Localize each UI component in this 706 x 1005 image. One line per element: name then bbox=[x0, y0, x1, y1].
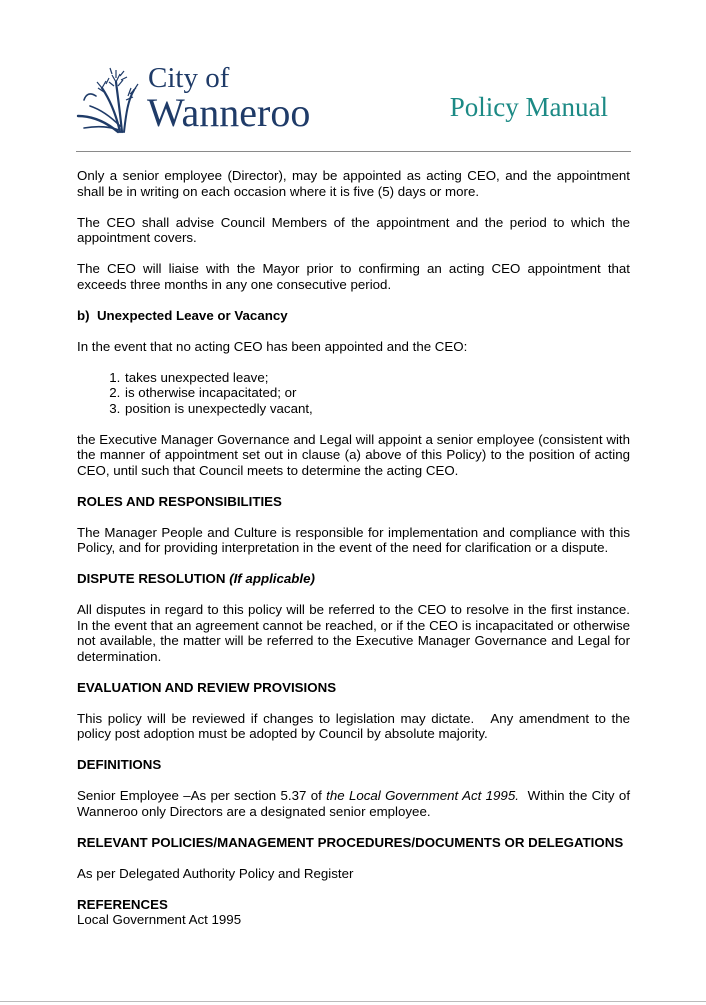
list-item: 1. takes unexpected leave; bbox=[124, 370, 630, 386]
policy-manual-title: Policy Manual bbox=[449, 92, 608, 122]
grasstree-logo-icon bbox=[76, 66, 140, 134]
paragraph-dispute: All disputes in regard to this policy will be referred to the CEO to resolve in the first instance. In the event that an agreement cannot be reached, or if the CEO is incapacitated or otherwise not available, the matter will be referred to the Executive Manager Governance and Legal for determination. bbox=[77, 602, 630, 664]
paragraph-evaluation: This policy will be reviewed if changes to legislation may dictate. Any amendment to the policy post adoption must be adopted by Council by absolute majority. bbox=[77, 710, 630, 741]
paragraph-advise-council: The CEO shall advise Council Members of the appointment and the period to which the appointment covers. bbox=[77, 214, 630, 245]
subheading-unexpected-leave: b) Unexpected Leave or Vacancy bbox=[77, 307, 288, 323]
heading-relevant-policies: RELEVANT POLICIES/MANAGEMENT PROCEDURES/DOCUMENTS OR DELEGATIONS bbox=[77, 834, 624, 850]
paragraph-definitions bbox=[77, 788, 630, 819]
paragraph-liaise-mayor: The CEO will liaise with the Mayor prior to confirming an acting CEO appointment that exceeds three months in any one consecutive period. bbox=[77, 261, 630, 292]
paragraph-relevant-policies: As per Delegated Authority Policy and Register bbox=[77, 865, 354, 881]
heading-references: REFERENCES bbox=[77, 896, 168, 912]
ceo-conditions-list bbox=[77, 370, 630, 417]
definition-text-a: Senior Employee –As per section 5.37 of bbox=[77, 788, 327, 803]
paragraph-references: Local Government Act 1995 bbox=[77, 912, 242, 927]
heading-definitions: DEFINITIONS bbox=[77, 757, 162, 772]
city-logo bbox=[76, 62, 336, 137]
policy-body bbox=[77, 168, 630, 943]
paragraph-acting-ceo: Only a senior employee (Director), may be appointed as acting CEO, and the appointment shall be in writing on each occasion where it is five (5) days or more. bbox=[77, 168, 630, 199]
heading-dispute-qualifier: (If applicable) bbox=[229, 571, 315, 586]
heading-roles-responsibilities: ROLES AND RESPONSIBILITIES bbox=[77, 493, 282, 509]
paragraph-appointment-senior-employee: the Executive Manager Governance and Legal will appoint a senior employee (consistent with the manner of appointment set out in clause (a) above of this Policy) to the position of acting CEO, until such that Council meets to determine the acting CEO. bbox=[77, 431, 630, 478]
paragraph-roles: The Manager People and Culture is responsible for implementation and compliance with this Policy, and for providing interpretation in the event of the need for clarification or a dispute. bbox=[77, 524, 630, 555]
page-bottom-edge bbox=[0, 1001, 706, 1002]
heading-dispute-resolution bbox=[77, 571, 630, 587]
header-divider bbox=[76, 151, 631, 152]
logo-text-wanneroo: Wanneroo bbox=[147, 90, 311, 135]
heading-dispute-text: DISPUTE RESOLUTION bbox=[77, 571, 230, 586]
logo-text-city-of: City of bbox=[148, 62, 230, 94]
definition-text-b: Within the City of Wanneroo only Directors are a designated senior employee. bbox=[77, 788, 631, 819]
paragraph-no-acting-ceo: In the event that no acting CEO has been appointed and the CEO: bbox=[77, 338, 468, 354]
definition-act-title: the Local Government Act 1995. bbox=[326, 788, 519, 803]
heading-evaluation-review: EVALUATION AND REVIEW PROVISIONS bbox=[77, 679, 337, 695]
list-item: 2. is otherwise incapacitated; or bbox=[124, 385, 630, 401]
list-item: 3. position is unexpectedly vacant, bbox=[124, 401, 630, 417]
